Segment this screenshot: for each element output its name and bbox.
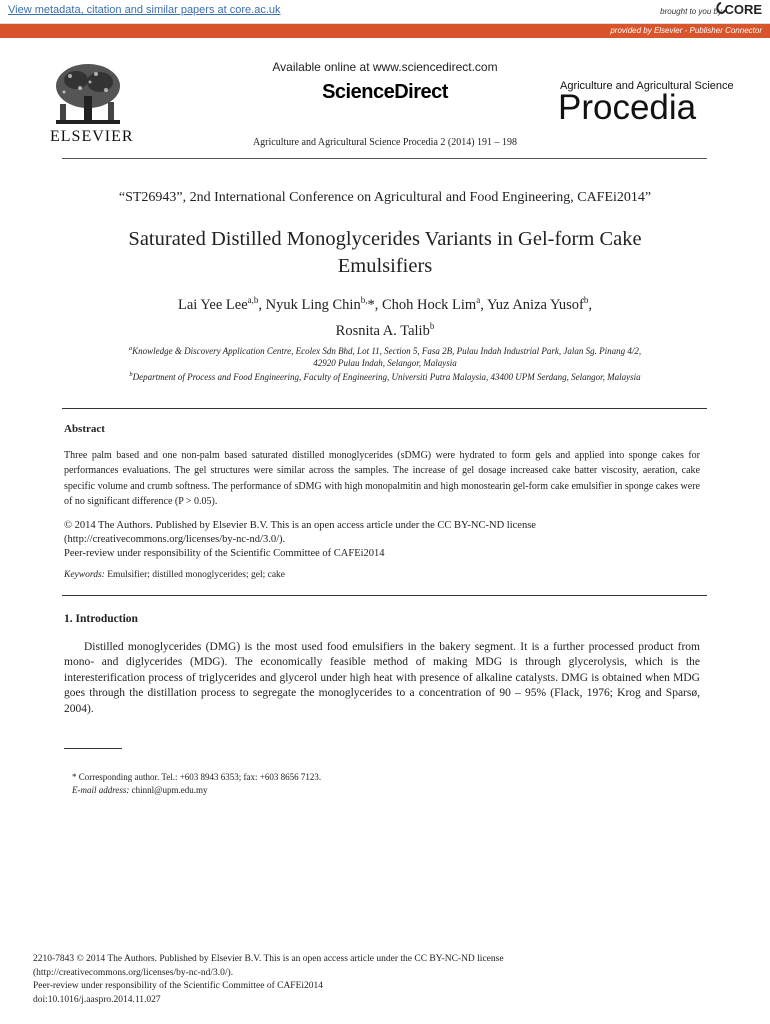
affiliation-line: 42920 Pulau Indah, Selangor, Malaysia bbox=[313, 358, 457, 368]
introduction-heading: 1. Introduction bbox=[64, 613, 138, 625]
keywords bbox=[64, 570, 700, 580]
page-footer bbox=[33, 953, 713, 1007]
brought-by-label: brought to you by bbox=[660, 7, 722, 16]
affiliation-b bbox=[65, 369, 705, 383]
abstract-bottom-rule bbox=[62, 595, 707, 596]
author-name: Yuz Aniza Yusof bbox=[486, 296, 584, 313]
author-separator: , bbox=[480, 296, 487, 313]
keywords-list: Emulsifier; distilled monoglycerides; gel; cake bbox=[107, 570, 286, 580]
author-name: Nyuk Ling Chin bbox=[265, 296, 361, 313]
introduction-paragraph: Distilled monoglycerides (DMG) is the most used food emulsifiers in the bakery segment. It is a further processed product from mono- and diglycerides (MDG). The economically feasible method of making MDG is through glycerolysis, which is the interesterification process of triglycerides and glycerol under high heat with presence of alkaline catalysts. DMG is obtained when MDG goes through the distillation process to segregate the monoglycerides to a concentration of 90 – 95% (Flack, 1976; Krog and Sparsø, 2004). bbox=[64, 641, 700, 715]
elsevier-wordmark: ELSEVIER bbox=[50, 128, 134, 145]
author-separator: , bbox=[258, 296, 266, 313]
copyright-line: © 2014 The Authors. Published by Elsevier B.V. This is an open access article under the CC BY-NC-ND license bbox=[64, 520, 536, 531]
footnote-contact: * Corresponding author. Tel.: +603 8943 6353; fax: +603 8656 7123. bbox=[72, 772, 322, 782]
footer-doi: doi:10.1016/j.aaspro.2014.11.027 bbox=[33, 994, 161, 1005]
copyright-notice bbox=[64, 519, 700, 562]
conference-name: “ST26943”, 2nd International Conference on Agricultural and Food Engineering, CAFEi2014” bbox=[118, 190, 652, 205]
publisher-connector-bar bbox=[0, 24, 770, 38]
author-name: Rosnita A. Talib bbox=[335, 322, 430, 339]
affiliation-line: Department of Process and Food Engineering, Faculty of Engineering, Universiti Putra Malaysia, 43400 UPM Serdang, Selangor, Malaysia bbox=[132, 372, 641, 382]
footer-peer-review: Peer-review under responsibility of the Scientific Committee of CAFEi2014 bbox=[33, 981, 324, 991]
affiliation-mark: a bbox=[128, 345, 133, 352]
abstract-top-rule bbox=[62, 408, 707, 409]
abstract-text: Three palm based and one non-palm based saturated distilled monoglycerides (sDMG) were hydrated to form gels and applied into sponge cakes for performances evaluations. The gel structures were similar across the samples. The increase of gel dosage increased cake batter viscosity, aeration, cake specific volume and crumb softness. The performance of sDMG with high monopalmitin and high monostearin gel-form cake emulsifier in sponge cakes were of no significant difference (P > 0.05). bbox=[64, 450, 700, 507]
affiliation-a bbox=[65, 343, 705, 369]
procedia-series-name: Agriculture and Agricultural Science bbox=[560, 80, 734, 92]
author-affiliation-mark: a,b bbox=[247, 295, 259, 305]
footnote-rule bbox=[64, 748, 122, 749]
author-affiliation-mark: b bbox=[429, 320, 435, 331]
author-list bbox=[80, 290, 690, 342]
paper-title bbox=[60, 226, 710, 280]
core-logo[interactable]: CORE bbox=[724, 2, 762, 17]
title-line-1: Saturated Distilled Monoglycerides Variants in Gel-form Cake bbox=[128, 228, 642, 250]
provided-by-label[interactable]: provided by Elsevier - Publisher Connector bbox=[610, 26, 762, 35]
procedia-logo: Procedia bbox=[558, 88, 697, 127]
author-separator: *, bbox=[367, 296, 382, 313]
journal-reference: Agriculture and Agricultural Science Procedia 2 (2014) 191 – 198 bbox=[252, 137, 518, 148]
affiliation-mark: b bbox=[129, 371, 133, 378]
keywords-label: Keywords: bbox=[64, 570, 105, 580]
author-affiliation-mark: b, bbox=[360, 295, 368, 305]
author-affiliation-mark: a bbox=[476, 295, 481, 305]
available-online: Available online at www.sciencedirect.com bbox=[272, 60, 498, 74]
footer-issn-line: 2210-7843 © 2014 The Authors. Published by Elsevier B.V. This is an open access article under the CC BY-NC-ND license bbox=[33, 954, 504, 964]
title-line-2: Emulsifiers bbox=[337, 255, 433, 277]
author-name: Choh Hock Lim bbox=[381, 296, 477, 313]
author-affiliation-mark: b bbox=[583, 295, 589, 305]
header-divider bbox=[62, 158, 707, 159]
sciencedirect-logo: ScienceDirect bbox=[322, 81, 448, 103]
footnote-email[interactable]: chinnl@upm.edu.my bbox=[131, 785, 208, 795]
corresponding-author-footnote bbox=[72, 771, 321, 797]
footer-license-link[interactable]: (http://creativecommons.org/licenses/by-nc-nd/3.0/). bbox=[33, 967, 234, 978]
core-topbar bbox=[0, 0, 770, 24]
license-link[interactable]: (http://creativecommons.org/licenses/by-nc-nd/3.0/). bbox=[64, 534, 286, 546]
introduction-text bbox=[64, 640, 700, 717]
abstract-heading: Abstract bbox=[64, 423, 105, 435]
peer-review-line: Peer-review under responsibility of the Scientific Committee of CAFEi2014 bbox=[64, 548, 385, 560]
footnote-email-label: E-mail address: bbox=[72, 785, 130, 795]
author-name: Lai Yee Lee bbox=[178, 296, 248, 313]
affiliation-line: Knowledge & Discovery Application Centre, Ecolex Sdn Bhd, Lot 11, Section 5, Fasa 2B, Pulau Indah Industrial Park, Jalan Sg. Pinang 4/2, bbox=[132, 346, 642, 356]
author-separator: , bbox=[588, 296, 592, 313]
metadata-link[interactable]: View metadata, citation and similar papers at core.ac.uk bbox=[8, 4, 281, 16]
